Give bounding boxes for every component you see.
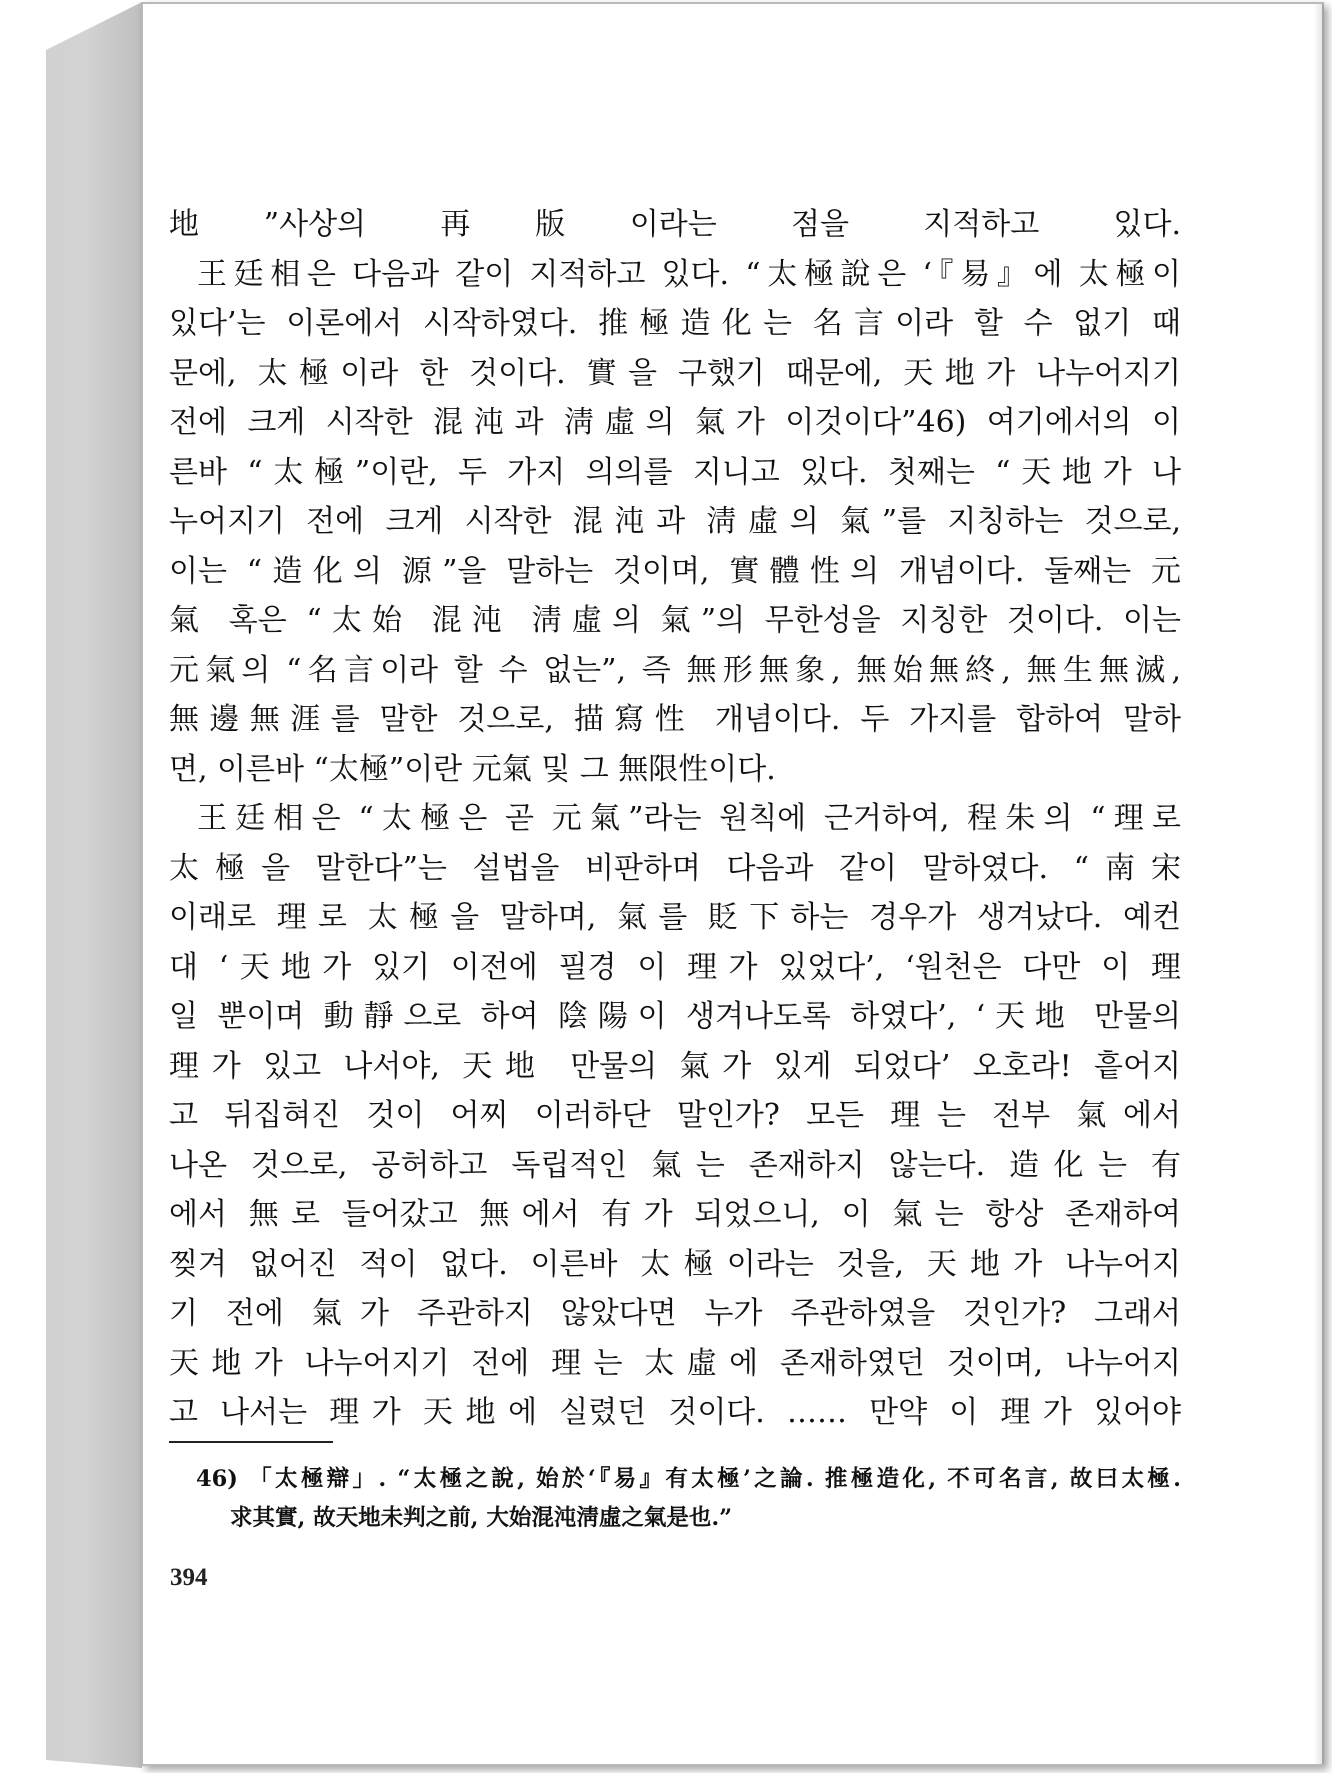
text-line: 이래로 理로 太極을 말하며, 氣를 貶下하는 경우가 생겨났다. 예컨	[169, 900, 1181, 935]
text-line: 地”사상의 再版이라는 점을 지적하고 있다.	[169, 207, 1181, 242]
text-line: 나온 것으로, 공허하고 독립적인 氣는 존재하지 않는다. 造化는 有	[169, 1147, 1181, 1183]
text-line: 있다’는 이론에서 시작하였다. 推極造化는 名言이라 할 수 없기 때	[169, 306, 1181, 341]
page-number: 394	[170, 1564, 208, 1591]
book-spine	[46, 2, 142, 1768]
text-line: 문에, 太極이라 한 것이다. 實을 구했기 때문에, 天地가 나누어지기	[169, 355, 1181, 391]
footnote-line: 求其實, 故天地未判之前, 大始混沌淸虛之氣是也.”	[230, 1505, 733, 1531]
text-line: 王廷相은 다음과 같이 지적하고 있다. “太極說은 ‘『易』에 太極이	[197, 256, 1181, 292]
text-line: 이는 “造化의 源”을 말하는 것이며, 實體性의 개념이다. 둘째는 元	[169, 553, 1181, 589]
text-line: 氣 혹은 “太始 混沌 淸虛의 氣”의 무한성을 지칭한 것이다. 이는	[169, 603, 1181, 638]
text-line: 대 ‘天地가 있기 이전에 필경 이 理가 있었다’, ‘원천은 다만 이 理	[169, 949, 1181, 985]
text-line: 기 전에 氣가 주관하지 않았다면 누가 주관하였을 것인가? 그래서	[169, 1296, 1181, 1331]
footnote-line: 46) 「太極辯」. “太極之說, 始於‘『易』有太極’之論. 推極造化, 不可名言, 故曰太極.	[196, 1466, 1181, 1492]
text-line: 에서 無로 들어갔고 無에서 有가 되었으니, 이 氣는 항상 존재하여	[169, 1197, 1181, 1232]
text-line: 太極을 말한다”는 설법을 비판하며 다음과 같이 말하였다. “南宋	[169, 850, 1181, 886]
text-line: 찢겨 없어진 적이 없다. 이른바 太極이라는 것을, 天地가 나누어지	[169, 1246, 1181, 1282]
text-line: 王廷相은 “太極은 곧 元氣”라는 원칙에 근거하여, 程朱의 “理로	[197, 801, 1181, 836]
text-line: 元氣의 “名言이라 할 수 없는”, 즉 無形無象, 無始無終, 無生無滅,	[169, 652, 1181, 688]
main-text	[169, 200, 1181, 1438]
text-line: 른바 “太極”이란, 두 가지 의의를 지니고 있다. 첫째는 “天地가 나	[169, 454, 1181, 490]
text-line: 天地가 나누어지기 전에 理는 太虛에 존재하였던 것이며, 나누어지	[169, 1345, 1181, 1381]
text-line: 전에 크게 시작한 混沌과 淸虛의 氣가 이것이다”46) 여기에서의 이	[169, 405, 1181, 440]
footnote	[196, 1460, 1181, 1538]
text-line: 理가 있고 나서야, 天地 만물의 氣가 있게 되었다’ 오호라! 흩어지	[169, 1048, 1181, 1084]
text-line: 고 나서는 理가 天地에 실렸던 것이다. …… 만약 이 理가 있어야	[169, 1395, 1181, 1430]
text-line: 無邊無涯를 말한 것으로, 描寫性 개념이다. 두 가지를 합하여 말하	[169, 702, 1181, 737]
text-line: 면, 이른바 “太極”이란 元氣 및 그 無限性이다.	[169, 751, 776, 787]
page-edge	[1314, 4, 1324, 1764]
footnote-rule	[169, 1441, 333, 1443]
text-line: 누어지기 전에 크게 시작한 混沌과 淸虛의 氣”를 지칭하는 것으로,	[169, 504, 1181, 539]
text-line: 고 뒤집혀진 것이 어찌 이러하단 말인가? 모든 理는 전부 氣에서	[169, 1098, 1181, 1133]
text-line: 일 뿐이며 動靜으로 하여 陰陽이 생겨나도록 하였다’, ‘天地 만물의	[169, 999, 1181, 1034]
